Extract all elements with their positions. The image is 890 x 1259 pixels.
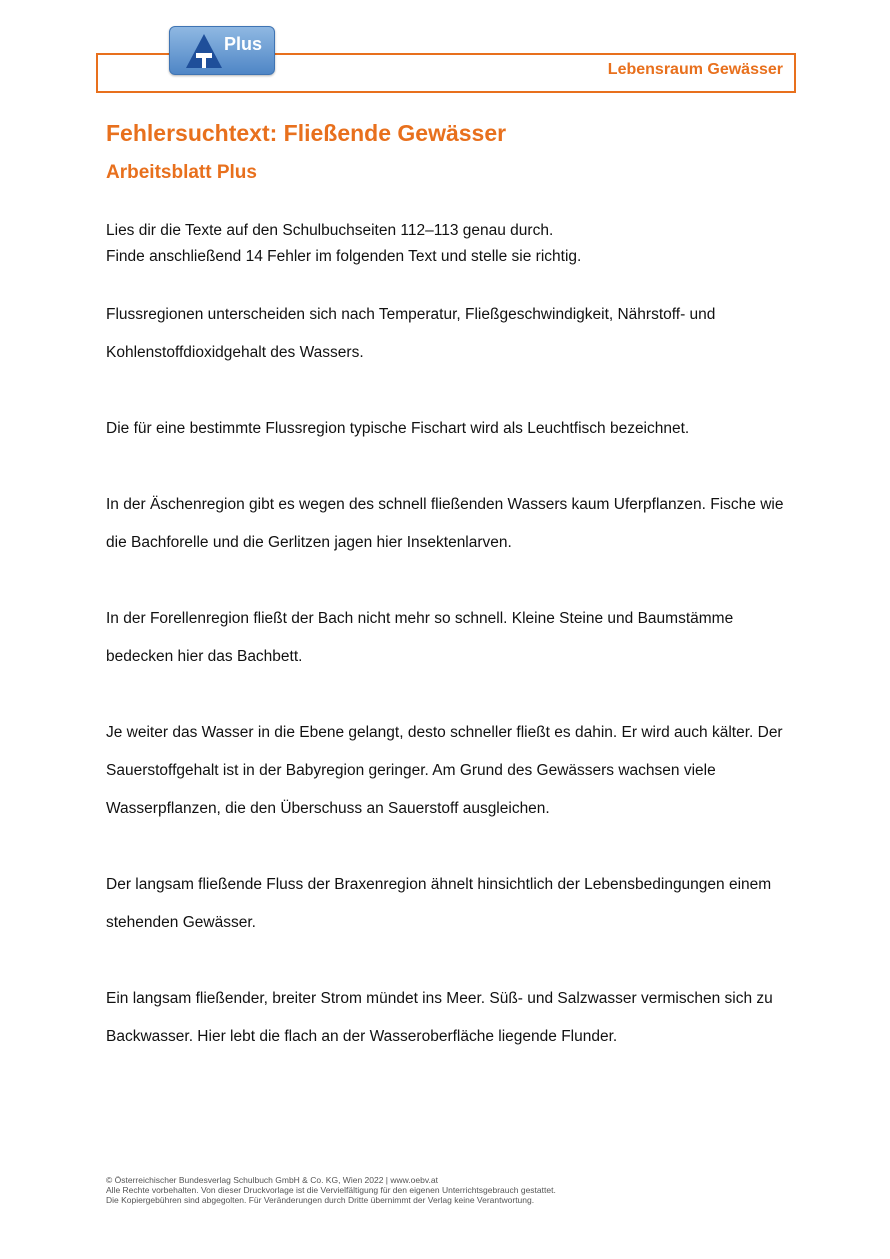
instructions [106, 218, 796, 270]
paragraph: Ein langsam fließender, breiter Strom mündet ins Meer. Süß- und Salzwasser vermischen sich zu Backwasser. Hier lebt die flach an der Wasseroberfläche liegende Flunder. [106, 990, 773, 1045]
paragraph: In der Forellenregion fließt der Bach nicht mehr so schnell. Kleine Steine und Baumstämme bedecken hier das Bachbett. [106, 610, 734, 665]
logo-text: Plus [224, 34, 263, 54]
instruction-line: Finde anschließend 14 Fehler im folgenden Text und stelle sie richtig. [106, 248, 582, 265]
page-title: Fehlersuchtext: Fließende Gewässer [106, 120, 507, 146]
error-text [106, 296, 796, 1094]
instruction-line: Lies dir die Texte auf den Schulbuchseiten 112–113 genau durch. [106, 222, 554, 239]
paragraph: Flussregionen unterscheiden sich nach Temperatur, Fließgeschwindigkeit, Nährstoff- und Kohlenstoffdioxidgehalt des Wassers. [106, 306, 716, 361]
footer-line: Die Kopiergebühren sind abgegolten. Für Veränderungen durch Dritte übernimmt der Verlag keine Verantwortung. [106, 1195, 535, 1205]
paragraph: In der Äschenregion gibt es wegen des schnell fließenden Wassers kaum Uferpflanzen. Fische wie die Bachforelle und die Gerlitzen jagen hier Insektenlarven. [106, 496, 784, 551]
paragraph: Der langsam fließende Fluss der Braxenregion ähnelt hinsichtlich der Lebensbedingungen einem stehenden Gewässer. [106, 876, 772, 931]
page-subtitle: Arbeitsblatt Plus [106, 162, 257, 183]
paragraph: Die für eine bestimmte Flussregion typische Fischart wird als Leuchtfisch bezeichnet. [106, 420, 690, 437]
footer-line: © Österreichischer Bundesverlag Schulbuch GmbH & Co. KG, Wien 2022 | www.oebv.at [106, 1175, 438, 1185]
section-label: Lebensraum Gewässer [607, 61, 783, 78]
triangle-icon [184, 32, 224, 70]
plus-logo [169, 26, 275, 75]
footer [106, 1175, 806, 1205]
paragraph: Je weiter das Wasser in die Ebene gelangt, desto schneller fließt es dahin. Er wird auch kälter. Der Sauerstoffgehalt ist in der Babyregion geringer. Am Grund des Gewässers wachsen viele Wasserpflanzen, die den Überschuss an Sauerstoff ausgleichen. [106, 724, 783, 817]
footer-line: Alle Rechte vorbehalten. Von dieser Druckvorlage ist die Vervielfältigung für den eigenen Unterrichtsgebrauch gestattet. [106, 1185, 556, 1195]
